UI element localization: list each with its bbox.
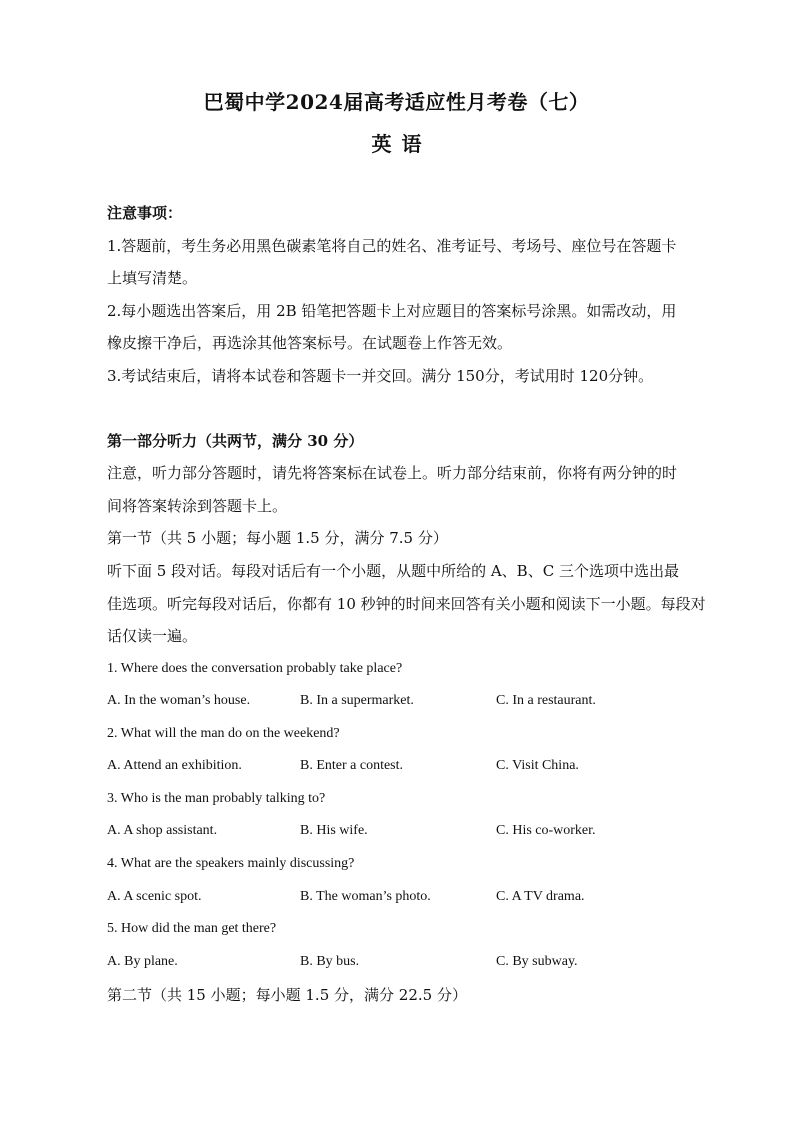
section1-instructions-line-3: 话仅读一遍。	[107, 627, 198, 645]
section1-heading: 第一节（共 5 小题；每小题 1.5 分，满分 7.5 分）	[107, 529, 448, 547]
question-stem: 4. What are the speakers mainly discussing?	[107, 856, 355, 871]
notice-item-2-line-2: 橡皮擦干净后，再选涂其他答案标号。在试题卷上作答无效。	[107, 334, 513, 352]
exam-title: 巴蜀中学2024届高考适应性月考卷（七）	[203, 90, 590, 114]
question-stem: 1. Where does the conversation probably take place?	[107, 661, 403, 676]
notice-item-1-line-1: 1.答题前，考生务必用黑色碳素笔将自己的姓名、准考证号、考场号、座位号在答题卡	[107, 237, 677, 255]
notice-item-1-line-2: 上填写清楚。	[107, 269, 198, 287]
section1-instructions-line-1: 听下面 5 段对话。每段对话后有一个小题，从题中所给的 A、B、C 三个选项中选出最	[107, 562, 679, 580]
subject-title: 英语	[371, 132, 432, 156]
option-a: A. Attend an exhibition.	[107, 758, 242, 773]
question-stem: 2. What will the man do on the weekend?	[107, 726, 340, 741]
notice-item-3: 3.考试结束后，请将本试卷和答题卡一并交回。满分 150分，考试用时 120分钟。	[107, 367, 654, 385]
option-a: A. In the woman’s house.	[107, 693, 251, 708]
option-a: A. A scenic spot.	[107, 889, 202, 904]
option-a: A. By plane.	[107, 954, 178, 969]
notice-heading: 注意事项：	[107, 204, 183, 222]
section1-instructions-line-2: 佳选项。听完每段对话后，你都有 10 秒钟的时间来回答有关小题和阅读下一小题。每段对	[107, 595, 706, 613]
part1-heading: 第一部分听力（共两节，满分 30 分）	[107, 432, 364, 450]
option-b: B. By bus.	[300, 954, 360, 969]
notice-item-2-line-1: 2.每小题选出答案后，用 2B 铅笔把答题卡上对应题目的答案标号涂黑。如需改动，用	[107, 302, 677, 320]
option-b: B. The woman’s photo.	[300, 889, 431, 904]
question-stem: 3. Who is the man probably talking to?	[107, 791, 326, 806]
option-c: C. Visit China.	[496, 758, 579, 773]
option-c: C. A TV drama.	[496, 889, 585, 904]
part1-note-line-2: 间将答案转涂到答题卡上。	[107, 497, 288, 515]
option-b: B. His wife.	[300, 823, 368, 838]
part1-note-line-1: 注意，听力部分答题时，请先将答案标在试卷上。听力部分结束前，你将有两分钟的时	[107, 464, 678, 482]
option-c: C. By subway.	[496, 954, 578, 969]
question-stem: 5. How did the man get there?	[107, 921, 277, 936]
option-c: C. In a restaurant.	[496, 693, 596, 708]
option-a: A. A shop assistant.	[107, 823, 218, 838]
option-b: B. In a supermarket.	[300, 693, 414, 708]
section2-heading: 第二节（共 15 小题；每小题 1.5 分，满分 22.5 分）	[107, 986, 467, 1004]
option-c: C. His co-worker.	[496, 823, 596, 838]
option-b: B. Enter a contest.	[300, 758, 404, 773]
